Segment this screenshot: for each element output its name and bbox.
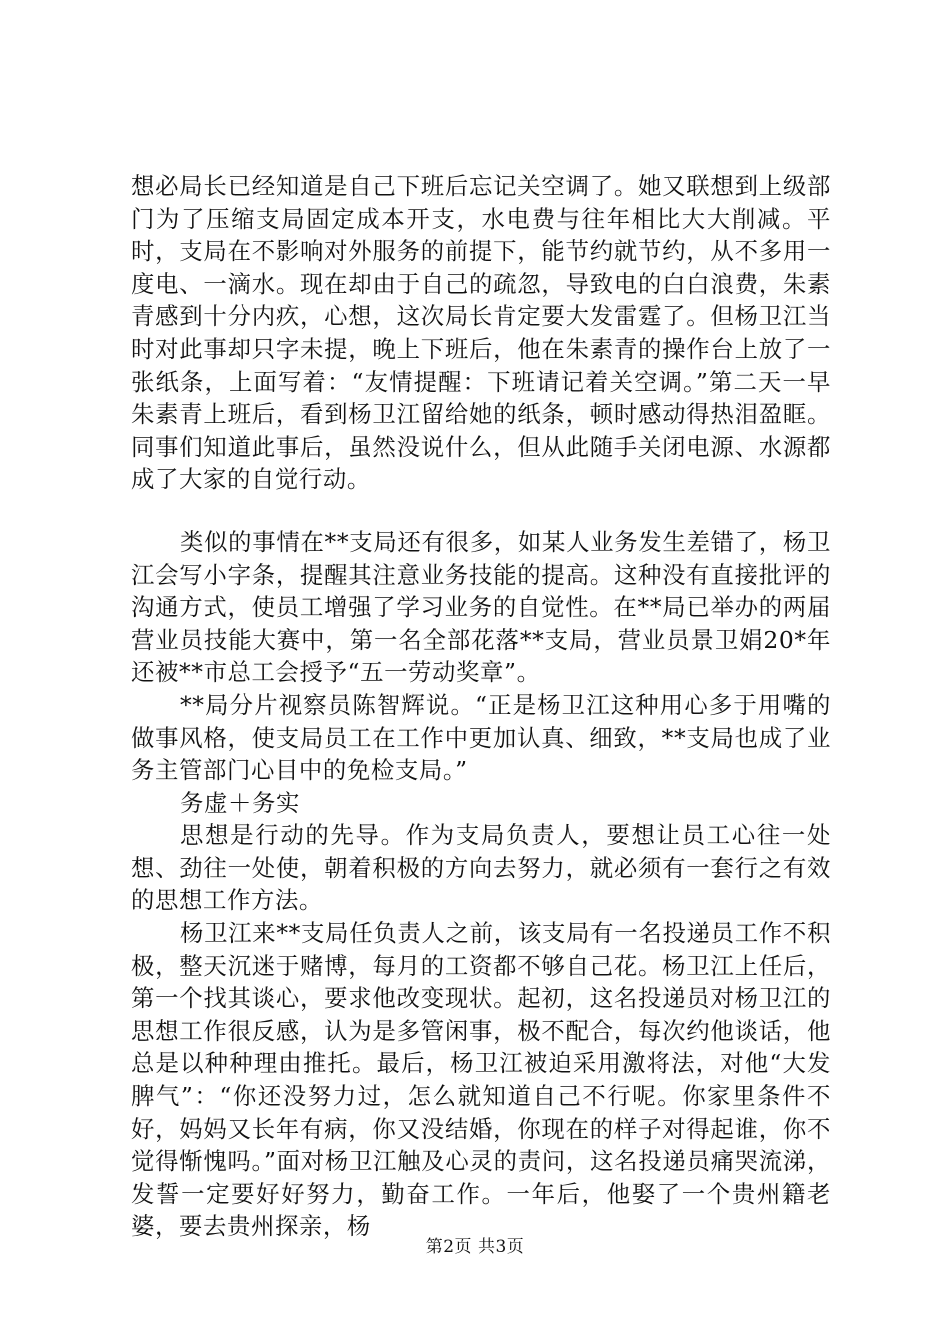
document-body [131, 170, 831, 1243]
paragraph-4: 思想是行动的先导。作为支局负责人，要想让员工心往一处想、劲往一处使，朝着积极的方向去努力，就必须有一套行之有效的思想工作方法。 [131, 821, 831, 915]
paragraph-gap [131, 496, 831, 526]
paragraph-3: **局分片视察员陈智辉说。“正是杨卫江这种用心多于用嘴的做事风格，使支局员工在工作中更加认真、细致，**支局也成了业务主管部门心目中的免检支局。” [131, 690, 831, 785]
section-heading: 务虚＋务实 [180, 788, 300, 817]
paragraph-5: 杨卫江来**支局任负责人之前，该支局有一名投递员工作不积极，整天沉迷于赌博，每月的工资都不够自己花。杨卫江上任后，第一个找其谈心，要求他改变现状。起初，这名投递员对杨卫江的思想工作很反感，认为是多管闲事，极不配合，每次约他谈话，他总是以种种理由推托。最后，杨卫江被迫采用激将法，对他“大发脾气”：“你还没努力过，怎么就知道自己不行呢。你家里条件不好，妈妈又长年有病，你又没结婚，你现在的样子对得起谁，你不觉得惭愧吗。”面对杨卫江触及心灵的责问，这名投递员痛哭流涕，发誓一定要好好努力，勤奋工作。一年后，他娶了一个贵州籍老婆，要去贵州探亲，杨 [131, 919, 831, 1241]
paragraph-1: 想必局长已经知道是自己下班后忘记关空调了。她又联想到上级部门为了压缩支局固定成本开支，水电费与往年相比大大削减。平时，支局在不影响对外服务的前提下，能节约就节约，从不多用一度电、一滴水。现在却由于自己的疏忽，导致电的白白浪费，朱素青感到十分内疚，心想，这次局长肯定要大发雷霆了。但杨卫江当时对此事却只字未提，晚上下班后，他在朱素青的操作台上放了一张纸条，上面写着：“友情提醒：下班请记着关空调。”第二天一早朱素青上班后，看到杨卫江留给她的纸条，顿时感动得热泪盈眶。同事们知道此事后，虽然没说什么，但从此随手关闭电源、水源都成了大家的自觉行动。 [131, 172, 831, 494]
paragraph-2: 类似的事情在**支局还有很多，如某人业务发生差错了，杨卫江会写小字条，提醒其注意业务技能的提高。这种没有直接批评的沟通方式，使员工增强了学习业务的自觉性。在**局已举办的两届营业员技能大赛中，第一名全部花落**支局，营业员景卫娟20*年还被**市总工会授予“五一劳动奖章”。 [131, 527, 831, 687]
page-number-footer: 第2页 共3页 [425, 1237, 525, 1257]
